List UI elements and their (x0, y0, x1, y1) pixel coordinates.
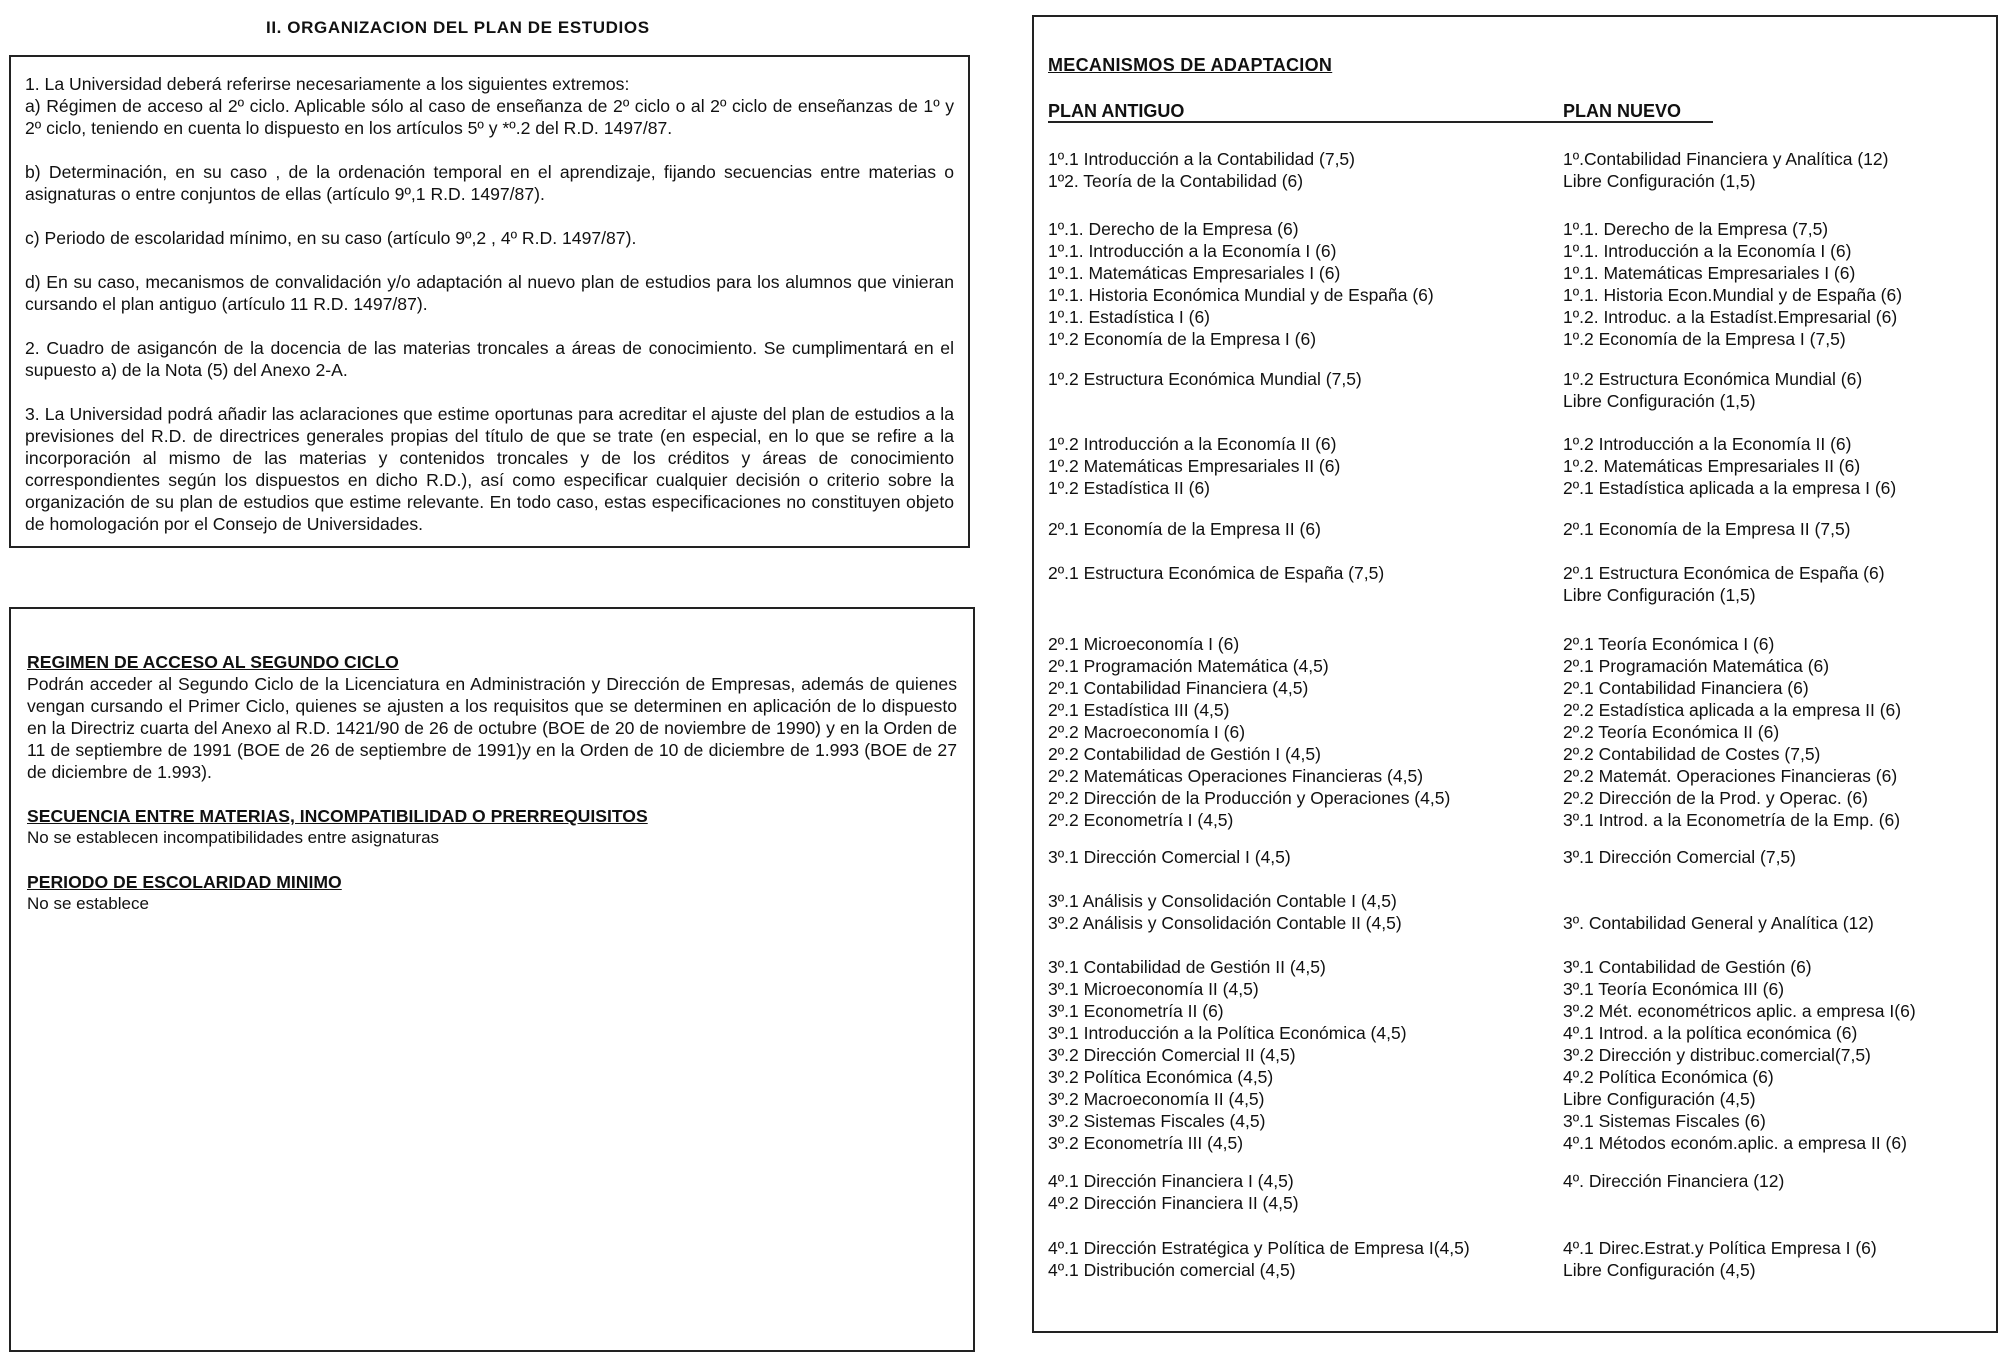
plan-antiguo-subject: 3º.1 Dirección Comercial I (4,5) (1048, 847, 1291, 867)
plan-nuevo-subject: 4º.1 Introd. a la política económica (6) (1563, 1023, 1858, 1043)
plan-antiguo-cell (1048, 218, 1548, 350)
plan-nuevo-subject: 3º.1 Teoría Económica III (6) (1563, 979, 1785, 999)
plan-nuevo-subject: 1º.Contabilidad Financiera y Analítica (12) (1563, 149, 1889, 169)
plan-antiguo-subject: 1º.1 Introducción a la Contabilidad (7,5) (1048, 149, 1355, 169)
plan-antiguo-subject: 1º.2 Estadística II (6) (1048, 478, 1211, 498)
plan-nuevo-subject: 4º. Dirección Financiera (12) (1563, 1171, 1785, 1191)
plan-nuevo-subject: 2º.1 Estadística aplicada a la empresa I (6) (1563, 478, 1897, 498)
plan-antiguo-cell (1048, 148, 1548, 192)
plan-nuevo-subject: 1º.1. Derecho de la Empresa (7,5) (1563, 219, 1829, 239)
plan-nuevo-cell (1563, 518, 1993, 540)
plan-antiguo-header: PLAN ANTIGUO (1048, 101, 1563, 123)
plan-antiguo-subject: 3º.1 Introducción a la Política Económica (4,5) (1048, 1023, 1407, 1043)
plan-antiguo-subject: 1º.1. Introducción a la Economía I (6) (1048, 241, 1337, 261)
plan-nuevo-subject: 4º.2 Política Económica (6) (1563, 1067, 1774, 1087)
periodo-heading: PERIODO DE ESCOLARIDAD MINIMO (27, 872, 342, 892)
plan-antiguo-subject: 2º.1 Economía de la Empresa II (6) (1048, 519, 1321, 539)
plan-antiguo-subject: 3º.2 Sistemas Fiscales (4,5) (1048, 1111, 1266, 1131)
plan-antiguo-subject: 4º.2 Dirección Financiera II (4,5) (1048, 1193, 1299, 1213)
plan-nuevo-cell (1563, 562, 1993, 606)
plan-antiguo-subject: 1º.2 Estructura Económica Mundial (7,5) (1048, 369, 1362, 389)
plan-antiguo-subject: 2º.1 Microeconomía I (6) (1048, 634, 1240, 654)
plan-antiguo-subject: 3º.2 Política Económica (4,5) (1048, 1067, 1274, 1087)
regimen-heading: REGIMEN DE ACCESO AL SEGUNDO CICLO (27, 652, 399, 672)
plan-antiguo-cell (1048, 368, 1548, 390)
plan-nuevo-header: PLAN NUEVO (1563, 101, 1713, 123)
plan-nuevo-subject: Libre Configuración (4,5) (1563, 1089, 1756, 1109)
page-title: II. ORGANIZACION DEL PLAN DE ESTUDIOS (266, 18, 650, 37)
plan-antiguo-subject: 4º.1 Dirección Financiera I (4,5) (1048, 1171, 1294, 1191)
plan-antiguo-subject: 1º.2 Economía de la Empresa I (6) (1048, 329, 1317, 349)
plan-antiguo-subject: 1º.1. Matemáticas Empresariales I (6) (1048, 263, 1341, 283)
plan-nuevo-subject: 2º.1 Contabilidad Financiera (6) (1563, 678, 1809, 698)
plan-antiguo-subject: 3º.1 Microeconomía II (4,5) (1048, 979, 1259, 999)
plan-nuevo-cell (1563, 218, 1993, 350)
plan-nuevo-cell (1563, 368, 1993, 412)
plan-antiguo-subject: 1º.1. Historia Económica Mundial y de España (6) (1048, 285, 1434, 305)
plan-antiguo-subject: 1º2. Teoría de la Contabilidad (6) (1048, 171, 1304, 191)
periodo-text: No se establece (27, 894, 149, 913)
plan-nuevo-subject: 3º.2 Mét. econométricos aplic. a empresa I(6) (1563, 1001, 1916, 1021)
plan-antiguo-subject: 2º.2 Macroeconomía I (6) (1048, 722, 1246, 742)
plan-nuevo-subject: Libre Configuración (1,5) (1563, 585, 1756, 605)
regimen-box (9, 607, 975, 1352)
plan-antiguo-subject: 2º.2 Econometría I (4,5) (1048, 810, 1234, 830)
plan-nuevo-subject: 1º.2. Introduc. a la Estadíst.Empresarial (6) (1563, 307, 1898, 327)
plan-antiguo-subject: 4º.1 Dirección Estratégica y Política de Empresa I(4,5) (1048, 1238, 1470, 1258)
plan-nuevo-subject: 3º.2 Dirección y distribuc.comercial(7,5) (1563, 1045, 1871, 1065)
org-paragraph-2: 2. Cuadro de asigancón de la docencia de las materias troncales a áreas de conocimiento. Se cumplimentará en el supuesto a) de la Nota (5) del Anexo 2-A. (25, 338, 954, 380)
plan-nuevo-subject: 2º.2 Estadística aplicada a la empresa II (6) (1563, 700, 1902, 720)
org-paragraph-1: 1. La Universidad deberá referirse necesariamente a los siguientes extremos: a) Régimen de acceso al 2º ciclo. Aplicable sólo al caso de enseñanza de 2º ciclo o al 2º ciclo de enseñanzas de 1º y 2º ciclo, teniendo en cuenta lo dispuesto en los artículos 5º y *º.2 del R.D. 1497/87. (25, 74, 954, 138)
plan-antiguo-subject: 1º.2 Introducción a la Economía II (6) (1048, 434, 1337, 454)
plan-antiguo-cell (1048, 1170, 1548, 1214)
plan-nuevo-subject: Libre Configuración (1,5) (1563, 171, 1756, 191)
plan-nuevo-cell (1563, 890, 1993, 934)
plan-nuevo-cell (1563, 1237, 1993, 1281)
plan-antiguo-subject: 2º.1 Programación Matemática (4,5) (1048, 656, 1329, 676)
plan-nuevo-subject: 1º.2. Matemáticas Empresariales II (6) (1563, 456, 1861, 476)
organization-instructions-box (9, 55, 970, 548)
plan-antiguo-subject: 3º.2 Econometría III (4,5) (1048, 1133, 1244, 1153)
org-paragraph-d: d) En su caso, mecanismos de convalidación y/o adaptación al nuevo plan de estudios para los alumnos que vinieran cursando el plan antiguo (artículo 11 R.D. 1497/87). (25, 272, 954, 314)
plan-antiguo-subject: 4º.1 Distribución comercial (4,5) (1048, 1260, 1296, 1280)
plan-nuevo-subject: 1º.2 Economía de la Empresa I (7,5) (1563, 329, 1846, 349)
plan-nuevo-subject: 3º.1 Sistemas Fiscales (6) (1563, 1111, 1766, 1131)
plan-nuevo-cell (1563, 846, 1993, 868)
plan-nuevo-subject: 2º.2 Matemát. Operaciones Financieras (6) (1563, 766, 1898, 786)
plan-antiguo-subject: 2º.2 Matemáticas Operaciones Financieras (4,5) (1048, 766, 1424, 786)
plan-antiguo-cell (1048, 956, 1548, 1154)
plan-nuevo-cell (1563, 956, 1993, 1154)
plan-antiguo-subject: 2º.1 Estadística III (4,5) (1048, 700, 1230, 720)
plan-nuevo-subject: 3º.1 Contabilidad de Gestión (6) (1563, 957, 1812, 977)
plan-nuevo-cell (1563, 633, 1993, 831)
secuencia-heading: SECUENCIA ENTRE MATERIAS, INCOMPATIBILIDAD O PRERREQUISITOS (27, 806, 648, 826)
plan-antiguo-cell (1048, 890, 1548, 934)
plan-antiguo-cell (1048, 518, 1548, 540)
plan-nuevo-subject: 3º.1 Dirección Comercial (7,5) (1563, 847, 1796, 867)
plan-nuevo-subject: 1º.1. Historia Econ.Mundial y de España (6) (1563, 285, 1903, 305)
plan-nuevo-subject: 2º.2 Contabilidad de Costes (7,5) (1563, 744, 1821, 764)
plan-nuevo-subject: 2º.1 Estructura Económica de España (6) (1563, 563, 1885, 583)
plan-nuevo-subject: 4º.1 Métodos económ.aplic. a empresa II (6) (1563, 1133, 1907, 1153)
plan-antiguo-cell (1048, 562, 1548, 584)
plan-antiguo-subject: 3º.2 Dirección Comercial II (4,5) (1048, 1045, 1296, 1065)
plan-nuevo-subject: 2º.2 Dirección de la Prod. y Operac. (6) (1563, 788, 1868, 808)
plan-antiguo-subject: 1º.1. Derecho de la Empresa (6) (1048, 219, 1299, 239)
plan-nuevo-subject: 1º.2 Introducción a la Economía II (6) (1563, 434, 1852, 454)
secuencia-text: No se establecen incompatibilidades entre asignaturas (27, 828, 440, 847)
plan-antiguo-subject: 1º.1. Estadística I (6) (1048, 307, 1211, 327)
plan-antiguo-subject: 2º.2 Dirección de la Producción y Operaciones (4,5) (1048, 788, 1451, 808)
plan-antiguo-subject: 3º.1 Econometría II (6) (1048, 1001, 1224, 1021)
regimen-text: Podrán acceder al Segundo Ciclo de la Licenciatura en Administración y Dirección de Empresas, además de quienes vengan cursando el Primer Ciclo, quienes se ajusten a los requisitos que se determinen en aplicación de lo dispuesto en la Directriz cuarta del Anexo al R.D. 1421/90 de 26 de octubre (BOE de 20 de noviembre de 1990) y en la Orden de 11 de septiembre de 1991 (BOE de 26 de septiembre de 1991)y en la Orden de 10 de diciembre de 1.993 (BOE de 27 de diciembre de 1.993). (27, 674, 957, 782)
plan-antiguo-subject: 3º.1 Análisis y Consolidación Contable I (4,5) (1048, 891, 1397, 911)
plan-antiguo-cell (1048, 846, 1548, 868)
plan-antiguo-cell (1048, 433, 1548, 499)
plan-nuevo-subject: 1º.1. Matemáticas Empresariales I (6) (1563, 263, 1856, 283)
org-paragraph-b: b) Determinación, en su caso , de la ordenación temporal en el aprendizaje, fijando secuencias entre materias o asignaturas o entre conjuntos de ellas (artículo 9º,1 R.D. 1497/87). (25, 162, 954, 204)
plan-nuevo-subject: 3º.1 Introd. a la Econometría de la Emp. (6) (1563, 810, 1901, 830)
plan-antiguo-subject: 3º.2 Macroeconomía II (4,5) (1048, 1089, 1265, 1109)
plan-nuevo-cell (1563, 433, 1993, 499)
plan-antiguo-cell (1048, 1237, 1548, 1281)
org-paragraph-3: 3. La Universidad podrá añadir las aclaraciones que estime oportunas para acreditar el ajuste del plan de estudios a la previsiones del R.D. de directrices generales propias del título de que se trate (en especial, en lo que se refire a la incorporación al mismo de las materias y contenidos troncales y de los créditos y áreas de conocimiento correspondientes según los dispuestos en dicho R.D.), así como especificar cualquier decisión o criterio sobre la organización de su plan de estudios que estime relevante. En todo caso, estas especificaciones no constituyen objeto de homologación por el Consejo de Universidades. (25, 404, 954, 534)
adaptation-box (1032, 15, 1998, 1333)
plan-antiguo-subject: 3º.1 Contabilidad de Gestión II (4,5) (1048, 957, 1326, 977)
plan-nuevo-subject: 2º.2 Teoría Económica II (6) (1563, 722, 1780, 742)
plan-antiguo-cell (1048, 633, 1548, 831)
plan-antiguo-subject: 3º.2 Análisis y Consolidación Contable II (4,5) (1048, 913, 1402, 933)
plan-nuevo-subject: Libre Configuración (4,5) (1563, 1260, 1756, 1280)
plan-nuevo-subject: 1º.2 Estructura Económica Mundial (6) (1563, 369, 1863, 389)
plan-antiguo-subject: 2º.1 Contabilidad Financiera (4,5) (1048, 678, 1309, 698)
plan-nuevo-subject: Libre Configuración (1,5) (1563, 391, 1756, 411)
plan-nuevo-subject: 2º.1 Programación Matemática (6) (1563, 656, 1830, 676)
plan-antiguo-subject: 2º.1 Estructura Económica de España (7,5) (1048, 563, 1385, 583)
plan-antiguo-subject: 1º.2 Matemáticas Empresariales II (6) (1048, 456, 1341, 476)
plan-nuevo-subject: 4º.1 Direc.Estrat.y Política Empresa I (6) (1563, 1238, 1877, 1258)
plan-nuevo-subject (1563, 890, 1993, 912)
plan-nuevo-subject: 2º.1 Economía de la Empresa II (7,5) (1563, 519, 1851, 539)
plan-nuevo-subject: 3º. Contabilidad General y Analítica (12) (1563, 913, 1874, 933)
plan-nuevo-subject: 1º.1. Introducción a la Economía I (6) (1563, 241, 1852, 261)
adaptation-title: MECANISMOS DE ADAPTACION (1048, 55, 1333, 75)
plan-nuevo-subject: 2º.1 Teoría Económica I (6) (1563, 634, 1775, 654)
plan-nuevo-cell (1563, 1170, 1993, 1192)
plan-antiguo-subject: 2º.2 Contabilidad de Gestión I (4,5) (1048, 744, 1321, 764)
plan-nuevo-cell (1563, 148, 1993, 192)
org-paragraph-c: c) Periodo de escolaridad mínimo, en su caso (artículo 9º,2 , 4º R.D. 1497/87). (25, 228, 637, 248)
